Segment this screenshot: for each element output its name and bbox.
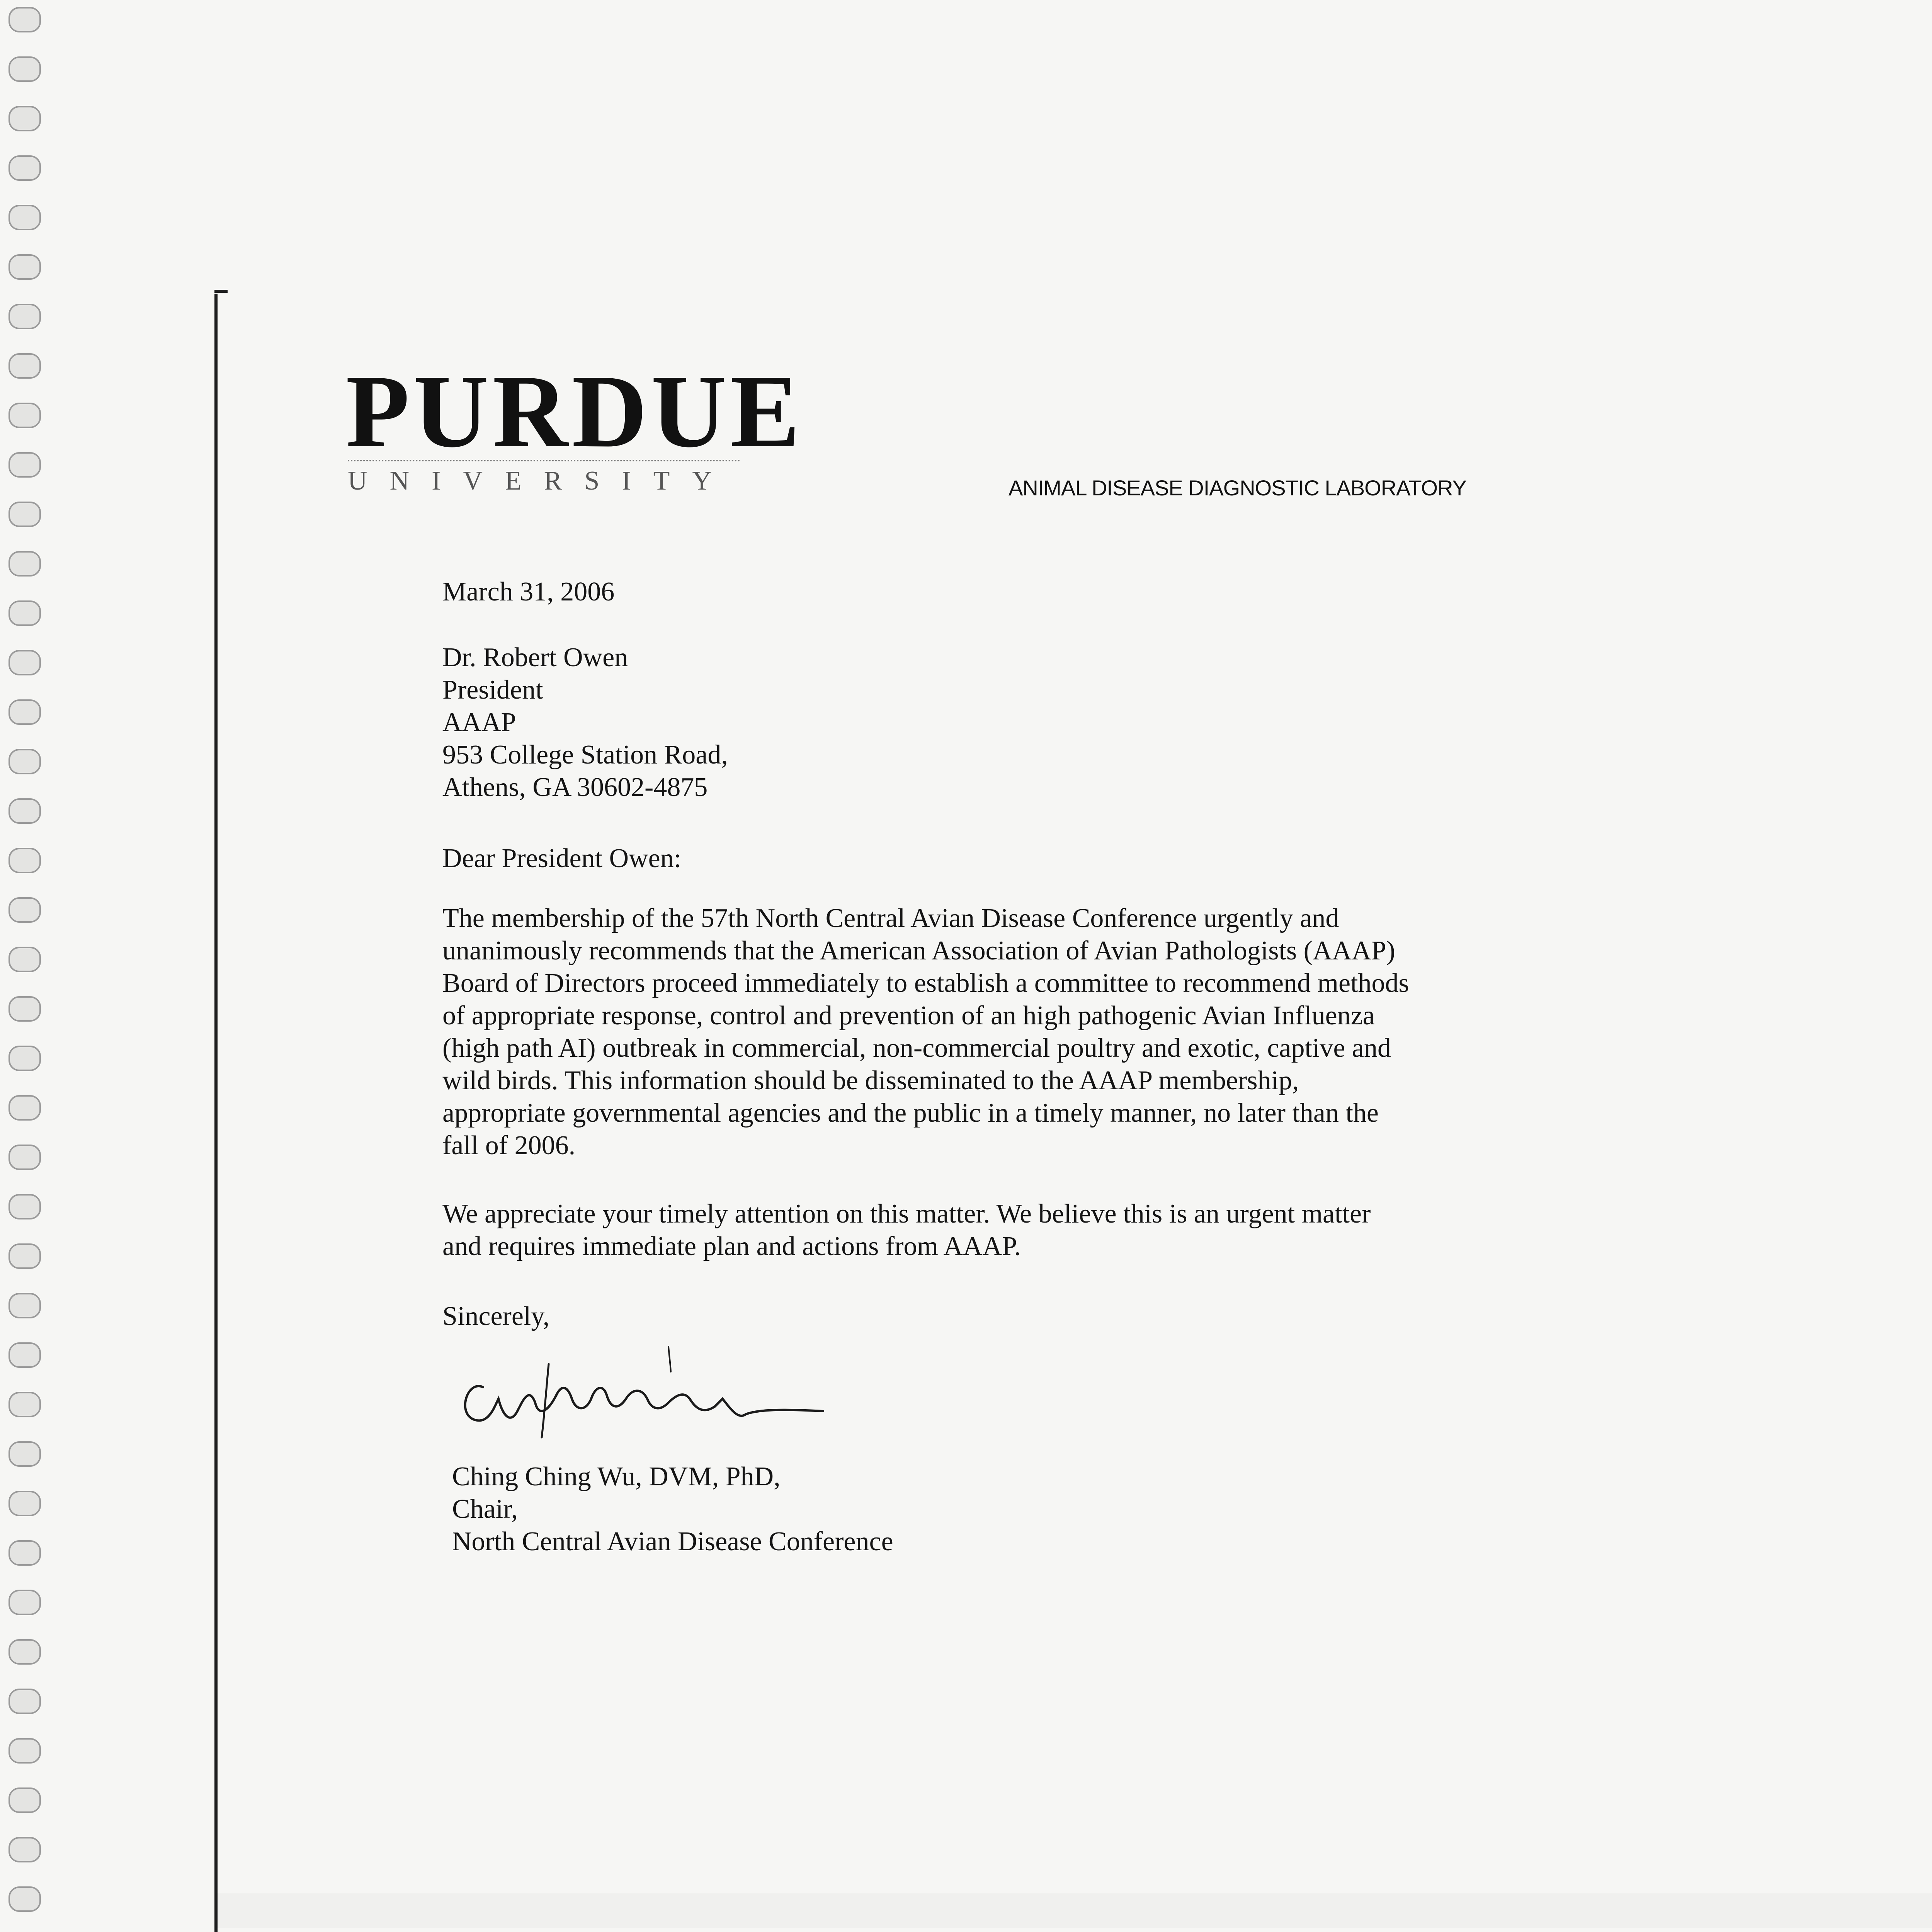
- binding-hole: [9, 8, 40, 32]
- paragraph-line: (high path AI) outbreak in commercial, non-commercial poultry and exotic, captive and: [442, 1033, 1391, 1063]
- binding-hole: [9, 700, 40, 724]
- binding-hole: [9, 502, 40, 526]
- binding-hole: [9, 799, 40, 823]
- address-line: 953 College Station Road,: [442, 740, 728, 770]
- binding-hole: [9, 1343, 40, 1367]
- binding-hole: [9, 57, 40, 81]
- address-line: President: [442, 675, 543, 705]
- purdue-logo-subtitle: UNIVERSITY: [348, 466, 734, 496]
- recipient-address: [442, 641, 728, 804]
- binding-hole: [9, 354, 40, 378]
- handwritten-signature: [452, 1341, 831, 1457]
- spiral-binding: [5, 0, 48, 1932]
- binding-hole: [9, 206, 40, 230]
- body-paragraph-1: [442, 902, 1509, 1162]
- binding-hole: [9, 1689, 40, 1713]
- binding-hole: [9, 849, 40, 872]
- address-line: AAAP: [442, 707, 516, 737]
- binding-hole: [9, 1788, 40, 1812]
- paragraph-line: We appreciate your timely attention on this matter. We believe this is an urgent matter: [442, 1199, 1371, 1229]
- binding-hole: [9, 1640, 40, 1664]
- binding-hole: [9, 1887, 40, 1911]
- binding-hole: [9, 1096, 40, 1120]
- binding-hole: [9, 1492, 40, 1515]
- closing: Sincerely,: [442, 1301, 550, 1331]
- binding-hole: [9, 1838, 40, 1862]
- paragraph-line: Board of Directors proceed immediately to establish a committee to recommend methods: [442, 968, 1409, 998]
- letter-date: March 31, 2006: [442, 577, 615, 607]
- paragraph-line: fall of 2006.: [442, 1131, 576, 1160]
- binding-hole: [9, 1046, 40, 1070]
- paragraph-line: unanimously recommends that the American Association of Avian Pathologists (AAAP): [442, 936, 1395, 966]
- paragraph-line: appropriate governmental agencies and the public in a timely manner, no later than the: [442, 1098, 1379, 1128]
- signer-title: Chair,: [452, 1494, 518, 1524]
- binding-hole: [9, 1541, 40, 1565]
- binding-hole: [9, 1244, 40, 1268]
- binding-hole: [9, 750, 40, 774]
- margin-rule: [214, 294, 218, 1932]
- body-paragraph-2: [442, 1198, 1509, 1263]
- signer-organization: North Central Avian Disease Conference: [452, 1527, 893, 1556]
- paragraph-line: wild birds. This information should be disseminated to the AAAP membership,: [442, 1066, 1299, 1095]
- binding-hole: [9, 453, 40, 477]
- salutation: Dear President Owen:: [442, 844, 682, 873]
- binding-hole: [9, 1294, 40, 1318]
- binding-hole: [9, 601, 40, 625]
- margin-rule-hook: [214, 290, 228, 293]
- binding-hole: [9, 1393, 40, 1417]
- paragraph-line: of appropriate response, control and prevention of an high pathogenic Avian Influenza: [442, 1001, 1375, 1031]
- binding-hole: [9, 1195, 40, 1219]
- purdue-logo-wordmark: PURDUE: [346, 354, 804, 469]
- binding-hole: [9, 947, 40, 971]
- address-line: Dr. Robert Owen: [442, 643, 628, 672]
- binding-hole: [9, 651, 40, 675]
- department-name: ANIMAL DISEASE DIAGNOSTIC LABORATORY: [1009, 476, 1466, 500]
- binding-hole: [9, 997, 40, 1021]
- logo-divider: [348, 460, 740, 461]
- address-line: Athens, GA 30602-4875: [442, 772, 708, 802]
- binding-hole: [9, 1442, 40, 1466]
- signature-block: [452, 1461, 893, 1558]
- binding-hole: [9, 255, 40, 279]
- paragraph-line: The membership of the 57th North Central Avian Disease Conference urgently and: [442, 903, 1339, 933]
- paragraph-line: and requires immediate plan and actions from AAAP.: [442, 1231, 1021, 1261]
- binding-hole: [9, 898, 40, 922]
- binding-hole: [9, 1590, 40, 1614]
- scan-artifact-band: [216, 1893, 1932, 1928]
- signer-name: Ching Ching Wu, DVM, PhD,: [452, 1462, 781, 1492]
- binding-hole: [9, 107, 40, 131]
- binding-hole: [9, 403, 40, 427]
- binding-hole: [9, 304, 40, 328]
- binding-hole: [9, 1739, 40, 1763]
- binding-hole: [9, 552, 40, 576]
- binding-hole: [9, 156, 40, 180]
- binding-hole: [9, 1145, 40, 1169]
